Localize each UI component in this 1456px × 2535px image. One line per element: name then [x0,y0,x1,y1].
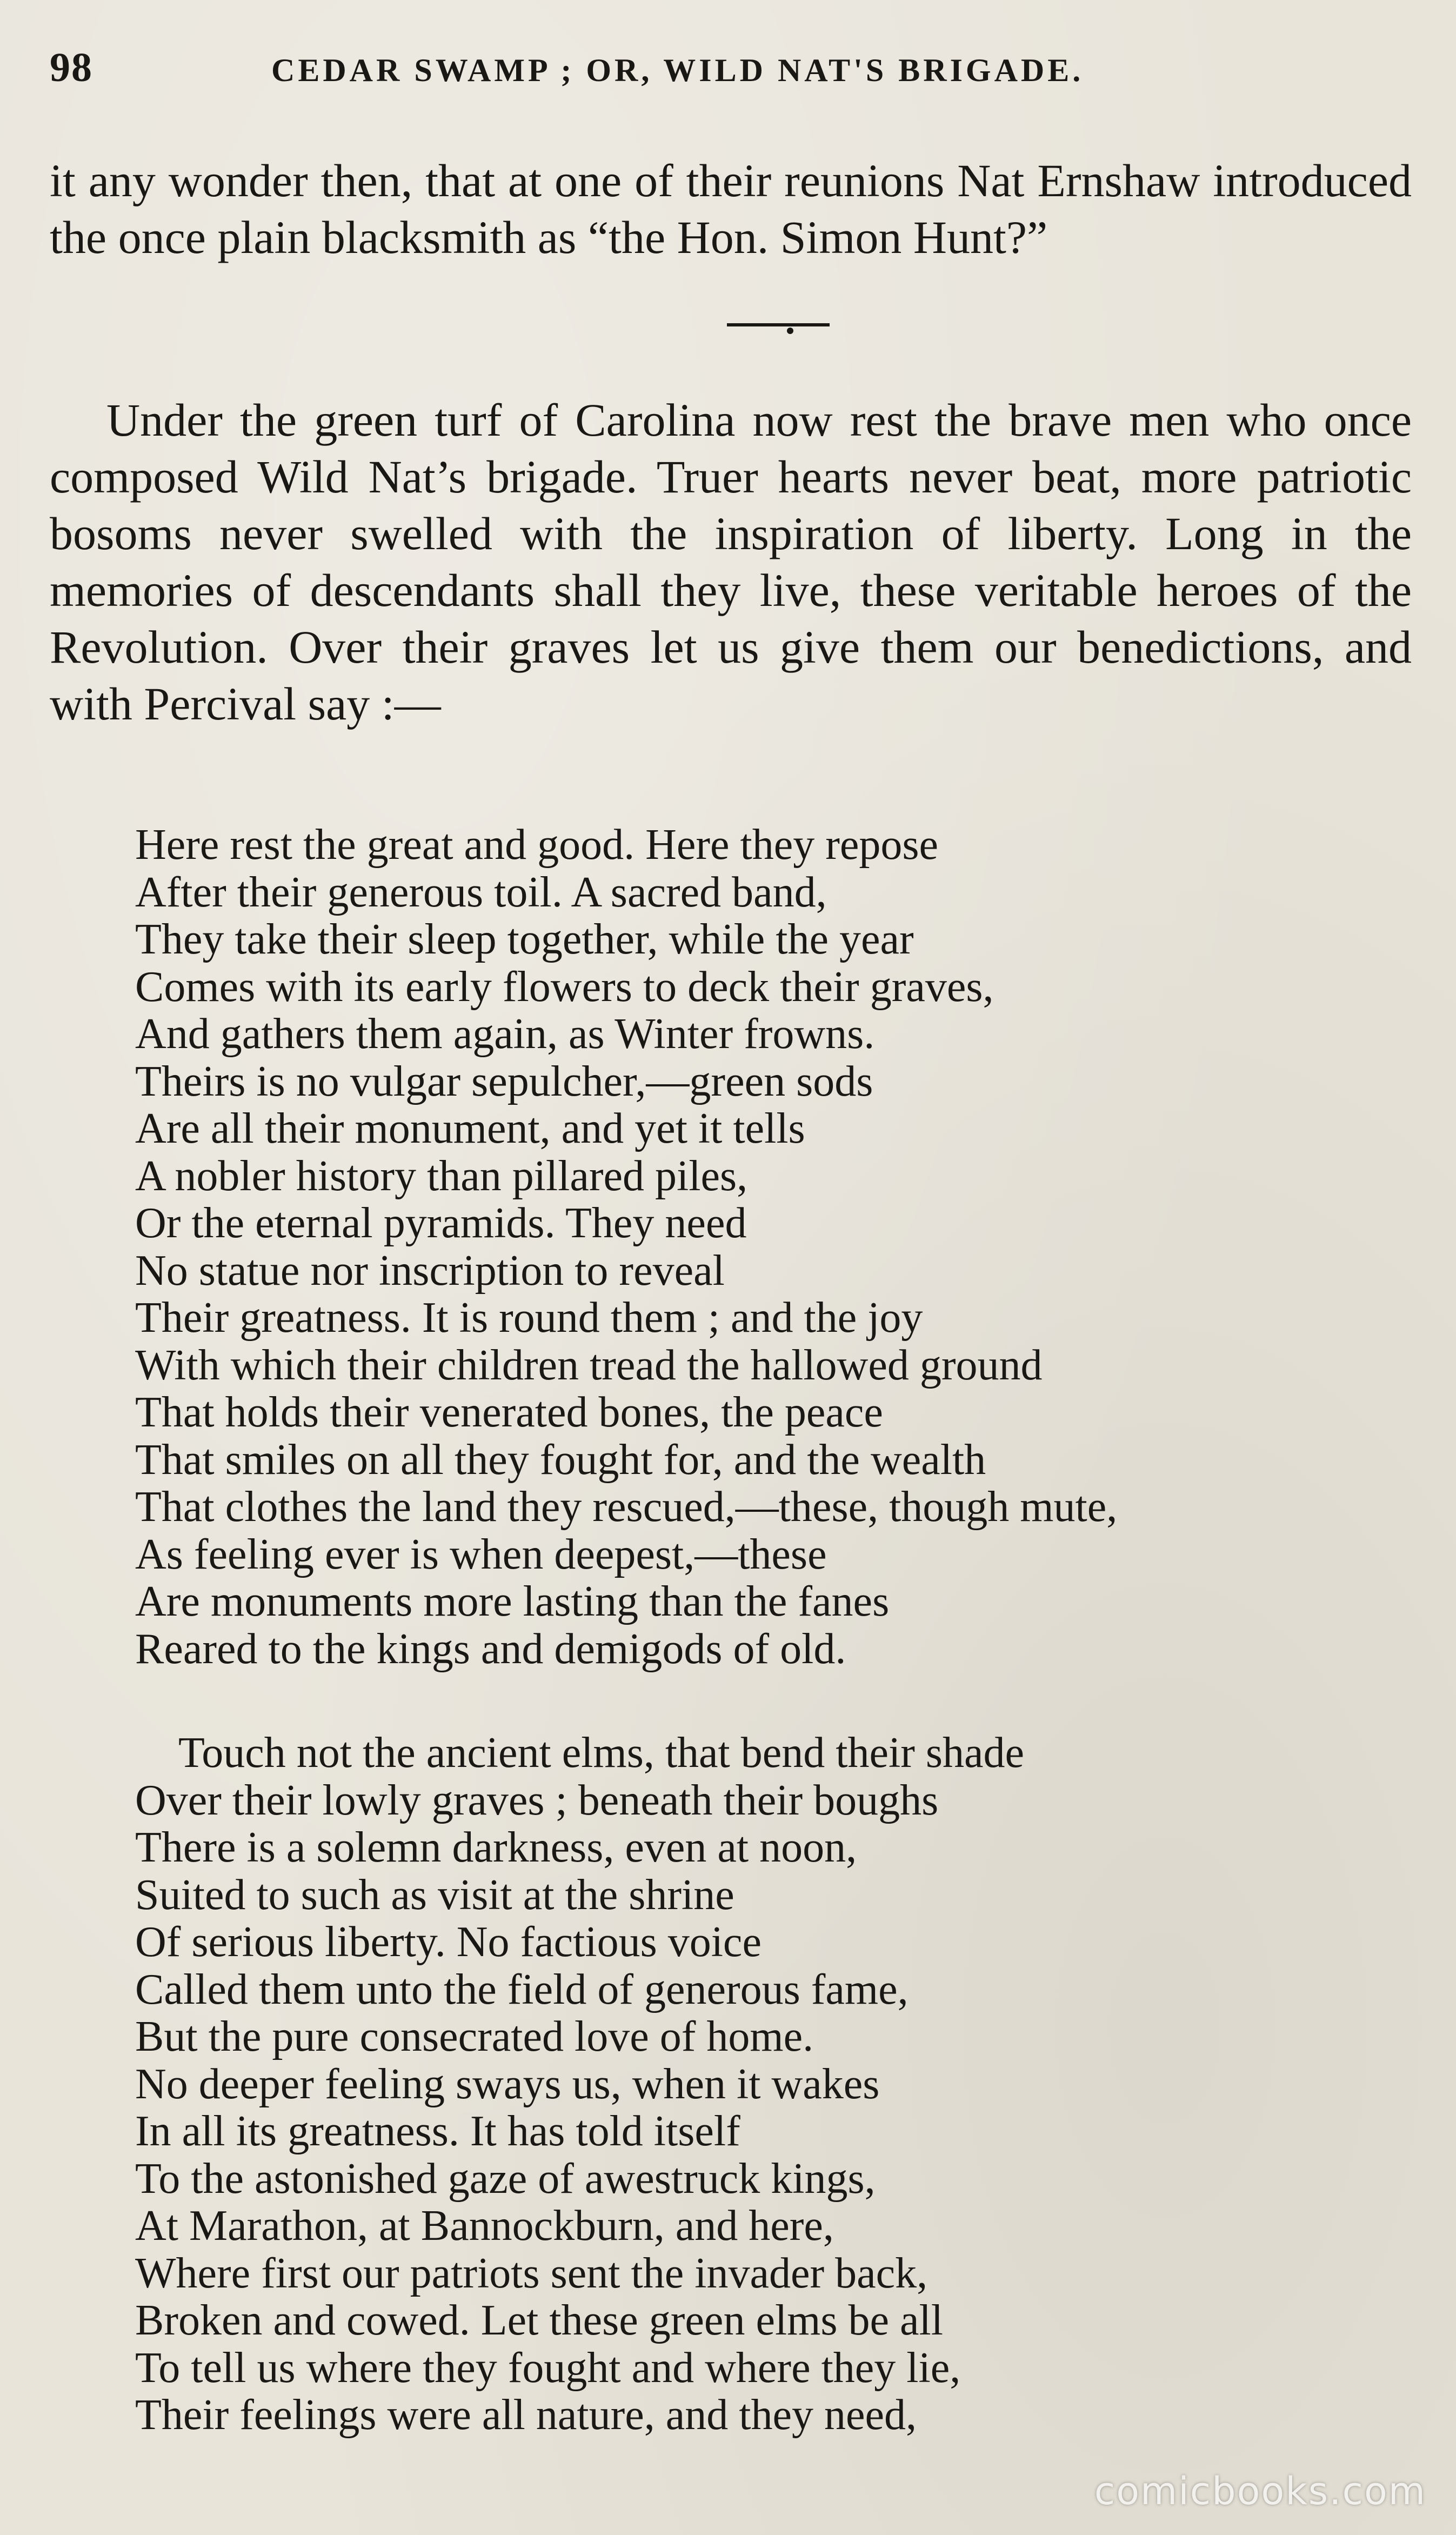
poem-line: Reared to the kings and demigods of old. [135,1625,846,1673]
poem-line: Of serious liberty. No factious voice [135,1918,762,1966]
poem-line: As feeling ever is when deepest,—these [135,1530,827,1578]
watermark: comicbooks.com [1094,2469,1426,2513]
poem-line: To the astonished gaze of awestruck kings, [135,2154,876,2203]
poem-line: That smiles on all they fought for, and the wealth [135,1436,986,1484]
poem-line: That clothes the land they rescued,—these, though mute, [135,1483,1118,1531]
section-divider-ornament [787,328,793,334]
poem-line: After their generous toil. A sacred band, [135,868,827,916]
poem-line: Called them unto the field of generous fame, [135,1965,909,2013]
poem-line: Their greatness. It is round them ; and the joy [135,1294,923,1342]
poem-line: With which their children tread the hallowed ground [135,1341,1043,1389]
paragraph-epilogue: Under the green turf of Carolina now rest the brave men who once composed Wild Nat’s brigade. Truer hearts never beat, more patriotic bosoms never swelled with the inspiration of liberty. Long in the memories of descendants shall they live, these veritable heroes of the Revolution. Over their graves let us give them our benedictions, and with Percival say :— [50,394,1412,730]
poem-line: A nobler history than pillared piles, [135,1152,748,1200]
page-number: 98 [50,45,93,90]
poem-line: To tell us where they fought and where they lie, [135,2344,961,2392]
poem-line: Or the eternal pyramids. They need [135,1199,747,1247]
poem-line: Are monuments more lasting than the fanes [135,1578,890,1625]
poem-stanza-2 [135,1730,1405,2439]
poem-line: Are all their monument, and yet it tells [135,1105,805,1152]
poem-line: Broken and cowed. Let these green elms be all [135,2297,943,2344]
poem-line: They take their sleep together, while the year [135,916,914,963]
poem-stanza-1 [135,822,1405,1673]
paragraph-continuation: it any wonder then, that at one of their reunions Nat Ernshaw introduced the once plain blacksmith as “the Hon. Simon Hunt?” [50,155,1412,263]
poem-line: There is a solemn darkness, even at noon, [135,1824,857,1871]
poem-line: Suited to such as visit at the shrine [135,1871,734,1919]
poem-line: At Marathon, at Bannockburn, and here, [135,2202,834,2250]
poem-line: No deeper feeling sways us, when it wakes [135,2060,880,2108]
poem-line: That holds their venerated bones, the peace [135,1389,883,1436]
poem-line: But the pure consecrated love of home. [135,2013,814,2060]
poem-line: Touch not the ancient elms, that bend their shade [178,1729,1025,1777]
poem-line: And gathers them again, as Winter frowns. [135,1010,875,1058]
poem-line: Where first our patriots sent the invader back, [135,2249,928,2297]
poem-line: Their feelings were all nature, and they need, [135,2391,917,2439]
poem-line: No statue nor inscription to reveal [135,1246,725,1295]
poem-line: Here rest the great and good. Here they repose [135,821,939,869]
running-head: CEDAR SWAMP ; OR, WILD NAT'S BRIGADE. [271,52,1084,88]
poem-line: In all its greatness. It has told itself [135,2107,740,2155]
section-divider [727,323,830,326]
poem-line: Over their lowly graves ; beneath their boughs [135,1776,939,1824]
page-header [50,44,1422,93]
poem-line: Comes with its early flowers to deck their graves, [135,963,994,1011]
poem-line: Theirs is no vulgar sepulcher,—green sods [135,1057,873,1105]
